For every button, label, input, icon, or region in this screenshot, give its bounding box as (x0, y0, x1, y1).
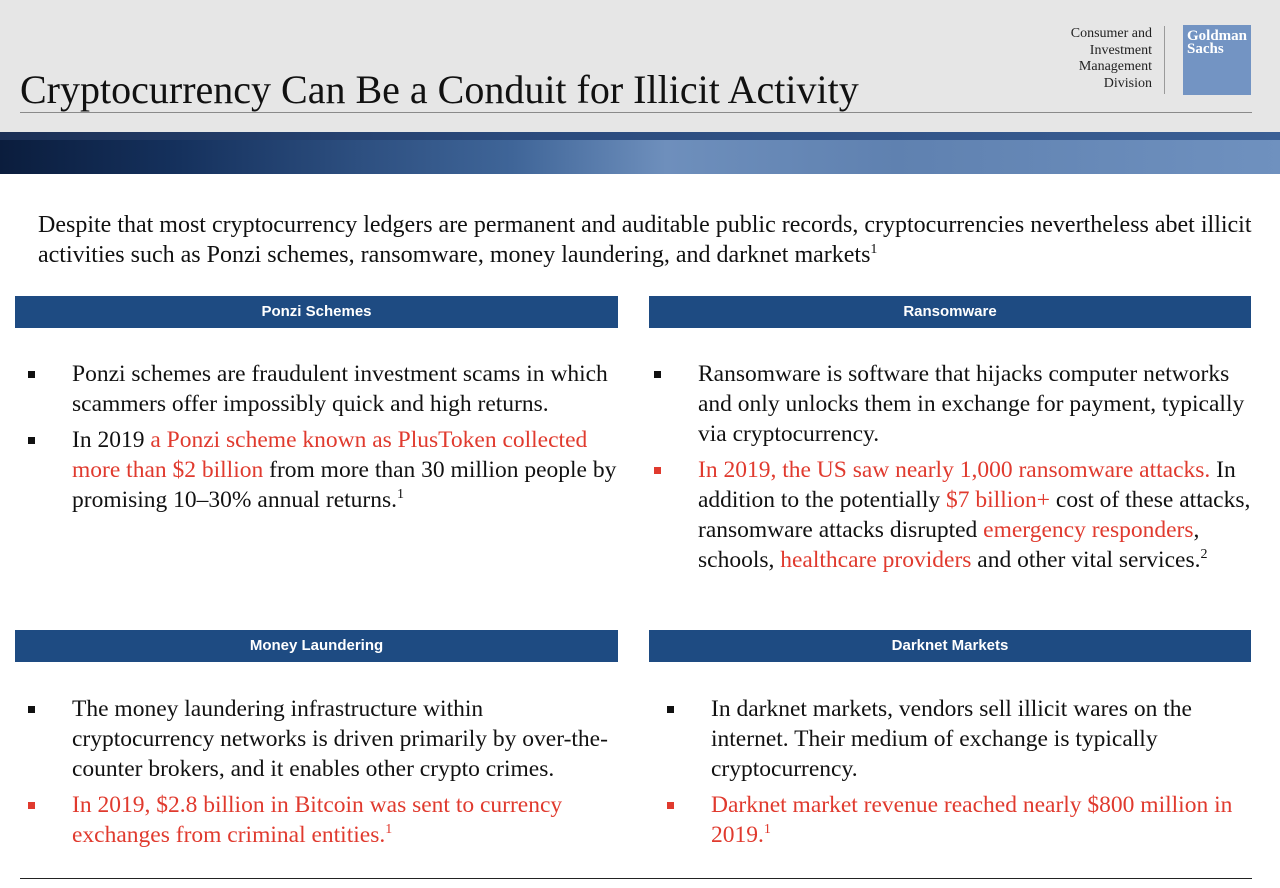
highlighted-text: Darknet market revenue reached nearly $800 million in 2019. (711, 792, 1233, 848)
bullet-square-icon (28, 437, 35, 444)
bullet-text: Ransomware is software that hijacks computer networks and only unlocks them in exchange for payment, typically via cryptocurrency. (698, 361, 1245, 447)
bullet-square-icon (28, 802, 35, 809)
footer-divider (20, 878, 1252, 879)
highlighted-text: a Ponzi scheme known as PlusToken collected more than $2 billion (72, 427, 588, 483)
bullet-text: The money laundering infrastructure within cryptocurrency networks is driven primarily by over-the-counter brokers, and it enables other crypto crimes. (72, 696, 608, 782)
bullet-square-icon (654, 371, 661, 378)
list-item (28, 359, 618, 419)
bullet-text: In darknet markets, vendors sell illicit wares on the internet. Their medium of exchange is typically cryptocurrency. (711, 696, 1192, 782)
bullet-list-ransomware (654, 359, 1254, 581)
section-heading-money-laundering: Money Laundering (15, 630, 618, 662)
division-label (1012, 26, 1152, 92)
footnote-ref: 1 (870, 242, 878, 257)
section-heading-darknet-markets: Darknet Markets (649, 630, 1251, 662)
bullet-square-icon (667, 802, 674, 809)
highlighted-text: $7 billion+ (946, 487, 1051, 513)
bullet-text: and other vital services. (971, 547, 1201, 573)
logo-line: Sachs (1187, 41, 1224, 57)
list-item (654, 455, 1254, 575)
division-line: Management (1078, 59, 1152, 74)
list-item (28, 425, 618, 515)
bullet-list-money-laundering (28, 694, 628, 856)
bullet-text: In addition to the potentially (698, 457, 1236, 513)
bullet-text: , schools, (698, 517, 1200, 573)
bullet-square-icon (667, 706, 674, 713)
bullet-list-darknet-markets (667, 694, 1257, 856)
highlighted-text: In 2019, $2.8 billion in Bitcoin was sent to currency exchanges from criminal entities. (72, 792, 563, 848)
footnote-ref: 1 (397, 487, 405, 502)
bullet-square-icon (28, 371, 35, 378)
bullet-square-icon (654, 467, 661, 474)
footnote-ref: 2 (1200, 547, 1208, 562)
division-separator (1164, 26, 1165, 94)
header-divider (20, 112, 1252, 113)
bullet-text: cost of these attacks, ransomware attacks disrupted (698, 487, 1251, 543)
logo-line: Goldman (1187, 28, 1248, 44)
division-line: Division (1103, 75, 1152, 91)
decorative-banner-edge (0, 132, 1280, 140)
bullet-square-icon (28, 706, 35, 713)
footnote-ref: 1 (763, 822, 771, 837)
section-heading-ponzi: Ponzi Schemes (15, 296, 618, 328)
bullet-text: Ponzi schemes are fraudulent investment scams in which scammers offer impossibly quick and high returns. (72, 361, 608, 417)
page-title: Cryptocurrency Can Be a Conduit for Illicit Activity (20, 67, 859, 112)
division-line: Consumer and (1070, 26, 1152, 41)
goldman-sachs-logo (1183, 25, 1251, 95)
list-item (667, 790, 1257, 850)
list-item (667, 694, 1257, 784)
bullet-text: In 2019 (72, 427, 151, 453)
intro-paragraph (38, 210, 1253, 270)
list-item (654, 359, 1254, 449)
bullet-list-ponzi (28, 359, 618, 521)
list-item (28, 694, 628, 784)
highlighted-text: emergency responders (983, 517, 1194, 543)
bullet-text: from more than 30 million people by promising 10–30% annual returns. (72, 457, 617, 513)
footnote-ref: 1 (385, 822, 393, 837)
section-heading-ransomware: Ransomware (649, 296, 1251, 328)
intro-text: Despite that most cryptocurrency ledgers are permanent and auditable public records, cryptocurrencies nevertheless abet illicit activities such as Ponzi schemes, ransomware, money laundering, and darknet markets (38, 212, 1252, 268)
division-line: Investment (1089, 42, 1152, 58)
list-item (28, 790, 628, 850)
highlighted-text: healthcare providers (780, 547, 972, 573)
highlighted-text: In 2019, the US saw nearly 1,000 ransomware attacks. (698, 457, 1211, 483)
